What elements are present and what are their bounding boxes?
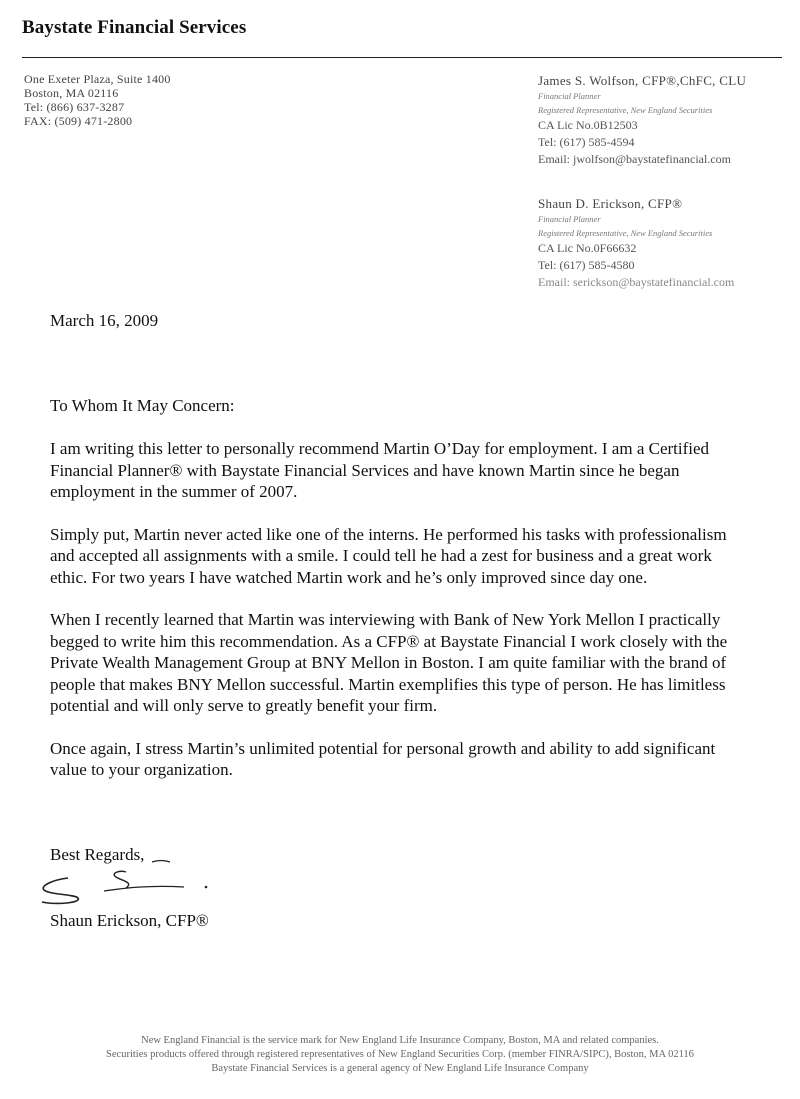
body-paragraph: Simply put, Martin never acted like one of the interns. He performed his tasks with professionalism and accepted all assignments with a smile. I could tell he had a zest for business and a great work ethic. For two years I have watched Martin work and he’s only improved since day one.: [50, 524, 727, 587]
advisor-registration: Registered Representative, New England Securities: [538, 228, 713, 238]
salutation: To Whom It May Concern:: [50, 396, 235, 415]
office-address: [24, 72, 171, 128]
letter-body: [50, 438, 750, 802]
advisor-title: Financial Planner: [538, 91, 601, 101]
advisor-phone: Tel: (617) 585-4594: [538, 135, 635, 149]
footer-line: New England Financial is the service mark for New England Life Insurance Company, Boston, MA and related companies.: [141, 1035, 659, 1046]
body-paragraph: Once again, I stress Martin’s unlimited potential for personal growth and ability to add significant value to your organization.: [50, 738, 716, 779]
advisor-block-wolfson: [538, 72, 746, 168]
advisor-name: Shaun D. Erickson, CFP®: [538, 196, 683, 211]
advisor-phone: Tel: (617) 585-4580: [538, 258, 635, 272]
footer-line: Securities products offered through registered representatives of New England Securities Corp. (member FINRA/SIPC), Boston, MA 02116: [106, 1049, 694, 1060]
advisor-title: Financial Planner: [538, 214, 601, 224]
advisor-block-erickson: [538, 195, 734, 291]
footer-line: Baystate Financial Services is a general agency of New England Life Insurance Company: [211, 1063, 589, 1074]
address-line: Boston, MA 02116: [24, 86, 119, 100]
body-paragraph: I am writing this letter to personally recommend Martin O’Day for employment. I am a Certified Financial Planner® with Baystate Financial Services and have known Martin since he began employment in the summer of 2007.: [50, 439, 710, 501]
advisor-email: Email: serickson@baystatefinancial.com: [538, 275, 735, 289]
signer-name: Shaun Erickson, CFP®: [50, 911, 209, 930]
footer-disclosures: [0, 1034, 800, 1076]
closing: Best Regards,: [50, 845, 145, 864]
advisor-license: CA Lic No.0F66632: [538, 241, 637, 255]
address-line: One Exeter Plaza, Suite 1400: [24, 72, 171, 86]
advisor-name: James S. Wolfson, CFP®,ChFC, CLU: [538, 73, 747, 88]
fax-line: FAX: (509) 471-2800: [24, 114, 133, 128]
header-rule: [22, 57, 782, 58]
advisor-license: CA Lic No.0B12503: [538, 118, 638, 132]
advisor-email: Email: jwolfson@baystatefinancial.com: [538, 152, 731, 166]
phone-line: Tel: (866) 637-3287: [24, 100, 125, 114]
company-name: Baystate Financial Services: [22, 17, 247, 38]
letter-date: March 16, 2009: [50, 311, 159, 330]
body-paragraph: When I recently learned that Martin was interviewing with Bank of New York Mellon I practically begged to write him this recommendation. As a CFP® at Baystate Financial I work closely with the Private Wealth Management Group at BNY Mellon in Boston. I am quite familiar with the brand of people that makes BNY Mellon successful. Martin exemplifies this type of person. He has limitless potential and will only serve to greatly benefit your firm.: [50, 610, 728, 715]
advisor-registration: Registered Representative, New England Securities: [538, 105, 713, 115]
handwritten-signature: [34, 858, 224, 918]
